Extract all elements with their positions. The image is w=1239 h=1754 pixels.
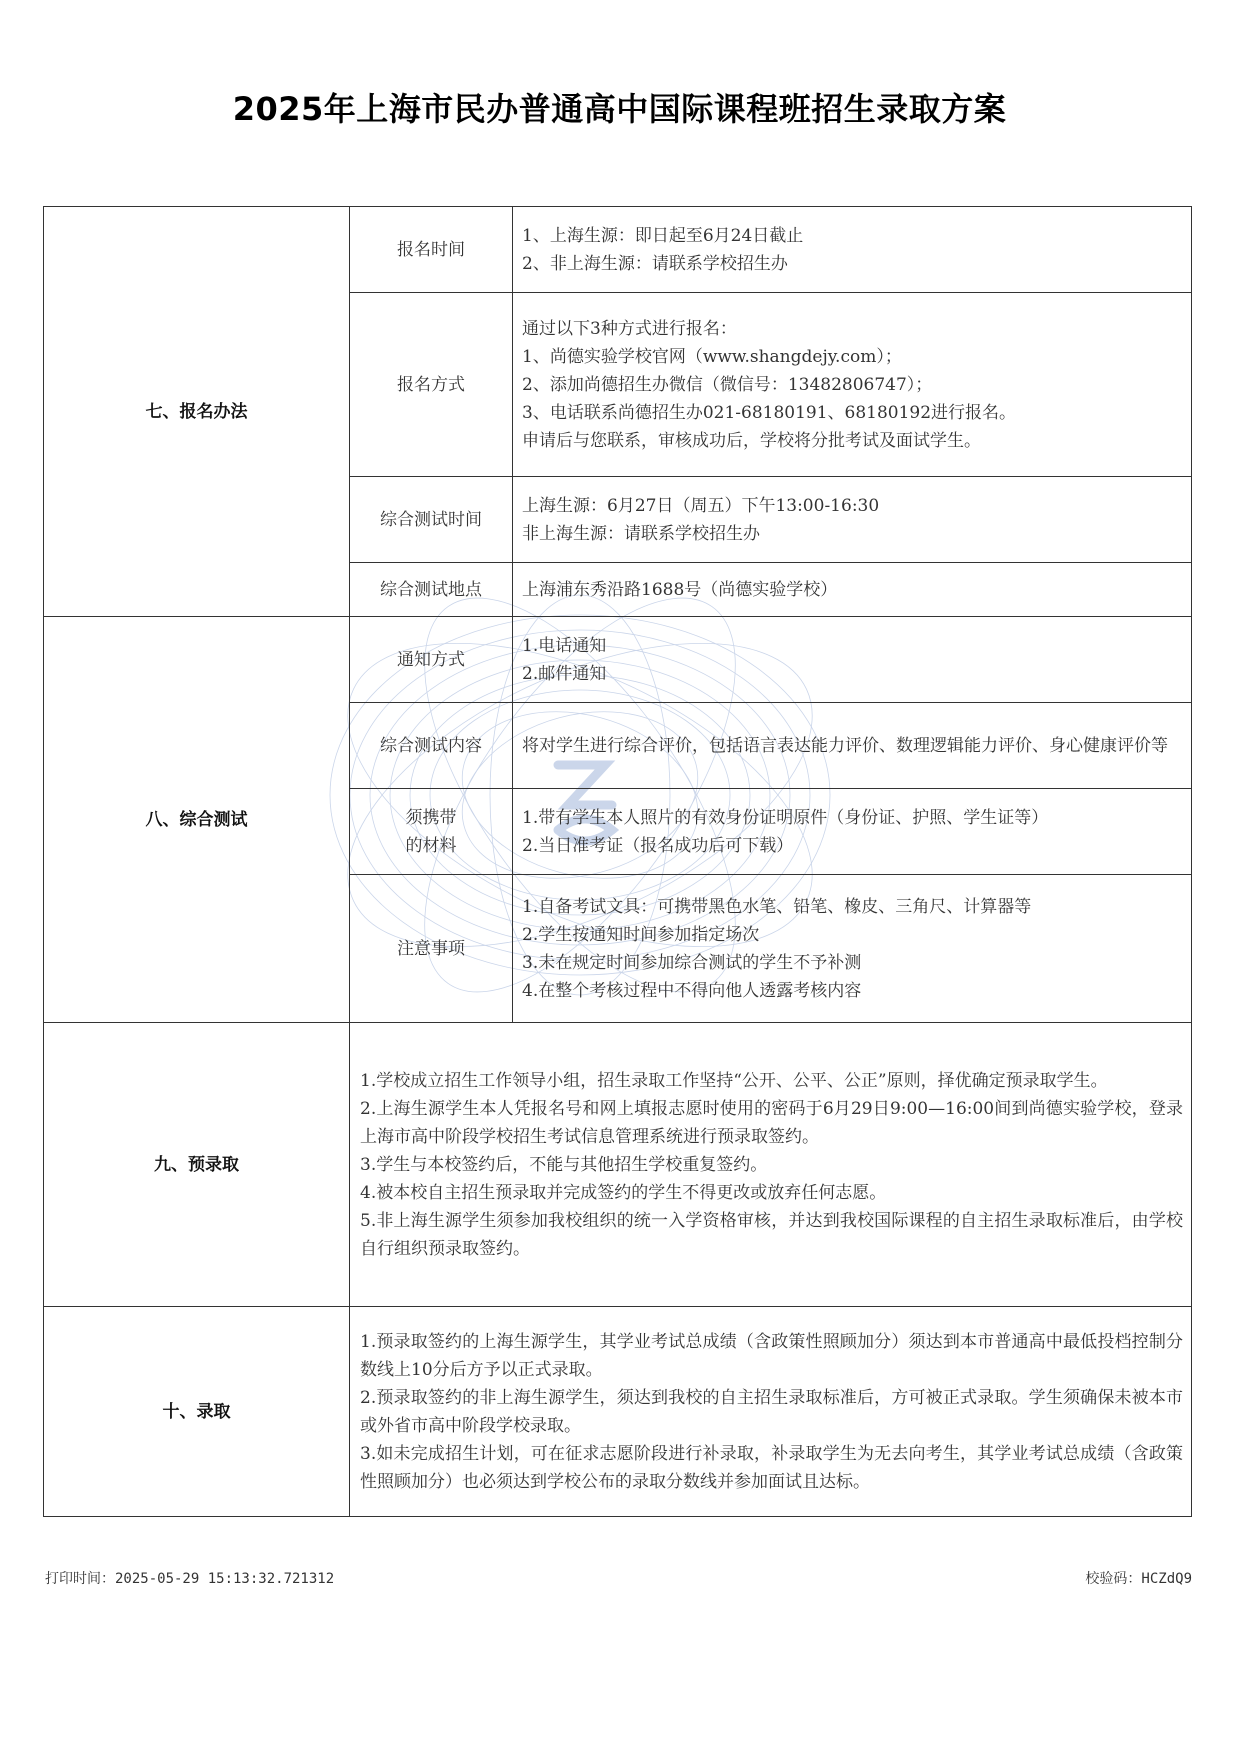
content-line: 1.电话通知: [522, 635, 607, 656]
section-10-content: [350, 1307, 1192, 1517]
content-line: 上海生源：6月27日（周五）下午13:00-16:30: [522, 495, 880, 516]
row-content: [513, 207, 1192, 293]
row-content: [513, 563, 1192, 617]
row-label: 报名方式: [350, 293, 513, 477]
content-line: 2.学生按通知时间参加指定场次: [522, 924, 760, 945]
content-line: 1.学校成立招生工作领导小组，招生录取工作坚持“公开、公平、公正”原则，择优确定预录取学生。: [360, 1070, 1108, 1091]
table-row: [44, 617, 1192, 703]
table-row: [44, 207, 1192, 293]
section-9-heading: 九、预录取: [44, 1023, 350, 1307]
row-content: [513, 789, 1192, 875]
content-line: 通过以下3种方式进行报名：: [522, 318, 737, 339]
row-label: 通知方式: [350, 617, 513, 703]
page-title: 2025年上海市民办普通高中国际课程班招生录取方案: [232, 90, 1007, 128]
row-label: 综合测试地点: [350, 563, 513, 617]
content-line: 2、添加尚德招生办微信（微信号：13482806747）；: [522, 374, 933, 395]
row-label: 报名时间: [350, 207, 513, 293]
content-line: 3.如未完成招生计划，可在征求志愿阶段进行补录取，补录取学生为无去向考生，其学业考试总成绩（含政策性照顾加分）也必须达到学校公布的录取分数线并参加面试且达标。: [360, 1443, 1183, 1492]
content-line: 2.邮件通知: [522, 663, 607, 684]
section-7-heading: 七、报名办法: [44, 207, 350, 617]
row-content: [513, 617, 1192, 703]
table-row: [44, 1307, 1192, 1517]
row-label: 综合测试时间: [350, 477, 513, 563]
content-line: 5.非上海生源学生须参加我校组织的统一入学资格审核，并达到我校国际课程的自主招生录取标准后，由学校自行组织预录取签约。: [360, 1210, 1183, 1259]
row-content: [513, 477, 1192, 563]
content-line: 2.上海生源学生本人凭报名号和网上填报志愿时使用的密码于6月29日9:00—16:00间到尚德实验学校，登录上海市高中阶段学校招生考试信息管理系统进行预录取签约。: [360, 1098, 1183, 1147]
content-line: 上海浦东秀沿路1688号（尚德实验学校）: [522, 579, 838, 600]
content-line: 1.预录取签约的上海生源学生，其学业考试总成绩（含政策性照顾加分）须达到本市普通高中最低投档控制分数线上10分后方予以正式录取。: [360, 1331, 1183, 1380]
content-line: 1、上海生源：即日起至6月24日截止: [522, 225, 804, 246]
label-line: 须携带: [405, 807, 457, 828]
content-line: 2、非上海生源：请联系学校招生办: [522, 253, 788, 274]
table-row: [44, 1023, 1192, 1307]
check-code: 校验码：HCZdQ9: [1085, 1571, 1192, 1587]
content-line: 3、电话联系尚德招生办021-68180191、68180192进行报名。: [522, 402, 1017, 423]
row-content: [513, 293, 1192, 477]
row-content: [513, 875, 1192, 1023]
content-line: 1、尚德实验学校官网（www.shangdejy.com）；: [522, 346, 902, 367]
row-label: [350, 789, 513, 875]
row-label: 注意事项: [350, 875, 513, 1023]
content-line: 2.预录取签约的非上海生源学生，须达到我校的自主招生录取标准后，方可被正式录取。学生须确保未被本市或外省市高中阶段学校录取。: [360, 1387, 1183, 1436]
content-line: 申请后与您联系，审核成功后，学校将分批考试及面试学生。: [522, 430, 981, 451]
print-time: 打印时间：2025-05-29 15:13:32.721312: [45, 1571, 335, 1587]
content-line: 4.在整个考核过程中不得向他人透露考核内容: [522, 980, 862, 1001]
label-line: 的材料: [405, 835, 457, 856]
admission-plan-table: [43, 206, 1192, 1517]
row-label: 综合测试内容: [350, 703, 513, 789]
content-line: 2.当日准考证（报名成功后可下载）: [522, 835, 794, 856]
section-10-heading: 十、录取: [44, 1307, 350, 1517]
content-line: 4.被本校自主招生预录取并完成签约的学生不得更改或放弃任何志愿。: [360, 1182, 887, 1203]
content-line: 1.自备考试文具：可携带黑色水笔、铅笔、橡皮、三角尺、计算器等: [522, 896, 1032, 917]
content-line: 1.带有学生本人照片的有效身份证明原件（身份证、护照、学生证等）: [522, 807, 1049, 828]
content-line: 3.未在规定时间参加综合测试的学生不予补测: [522, 952, 862, 973]
row-content: 将对学生进行综合评价，包括语言表达能力评价、数理逻辑能力评价、身心健康评价等: [513, 703, 1192, 789]
section-8-heading: 八、综合测试: [44, 617, 350, 1023]
content-line: 非上海生源：请联系学校招生办: [522, 523, 760, 544]
content-line: 3.学生与本校签约后，不能与其他招生学校重复签约。: [360, 1154, 768, 1175]
section-9-content: [350, 1023, 1192, 1307]
